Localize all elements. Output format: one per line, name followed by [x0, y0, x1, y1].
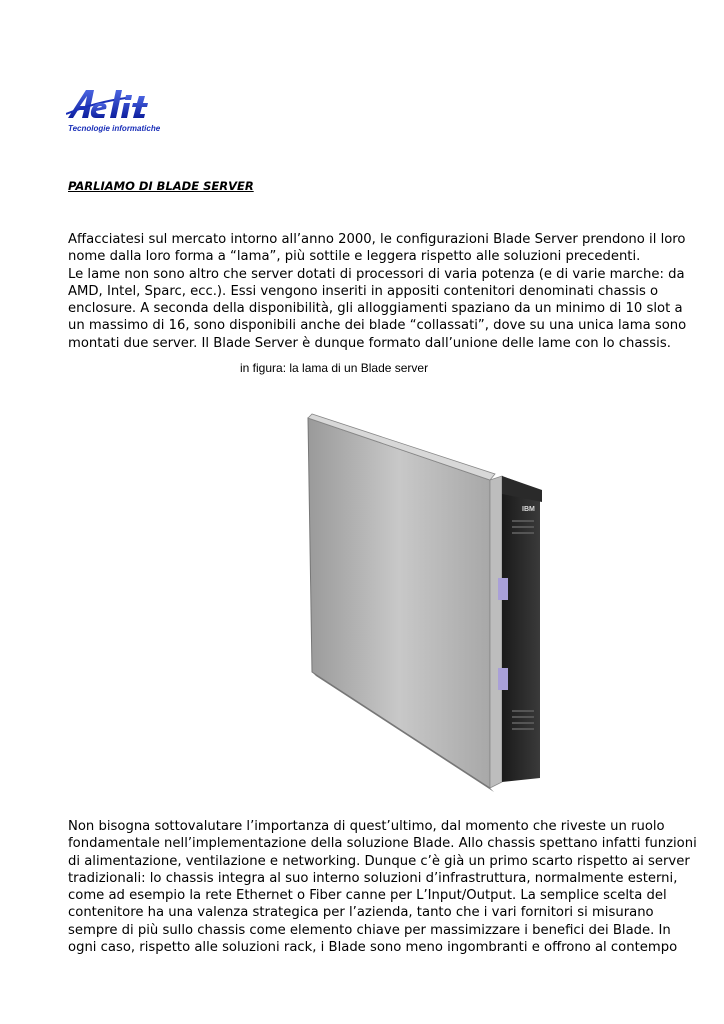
figure-caption: in figura: la lama di un Blade server — [240, 361, 429, 375]
text-line: fondamentale nell’implementazione della soluzione Blade. Allo chassis spettano infatti funzioni — [68, 836, 697, 852]
text-line: Affacciatesi sul mercato intorno all’anno 2000, le configurazioni Blade Server prendono il loro — [68, 232, 686, 247]
company-logo — [66, 84, 176, 136]
logo-tagline: Tecnologie informatiche — [68, 124, 161, 133]
aelit-logo-mark — [66, 84, 176, 124]
text-line: come ad esempio la rete Ethernet o Fiber canne per L’Input/Output. La semplice scelta del — [68, 888, 667, 904]
text-line: montati due server. Il Blade Server è dunque formato dall’unione delle lame con lo chassis. — [68, 335, 671, 351]
text-line: AMD, Intel, Sparc, ecc.). Essi vengono inseriti in appositi contenitori denominati chassis o — [68, 283, 659, 299]
intro-paragraph — [68, 231, 687, 352]
blade-server-image — [290, 410, 558, 795]
text-line: tradizionali: lo chassis integra al suo interno soluzioni d’infrastruttura, normalmente esterni, — [68, 870, 678, 886]
page-title: PARLIAMO DI BLADE SERVER — [68, 179, 254, 193]
text-line: contenitore ha una valenza strategica per l’azienda, tanto che i vari fornitori si misurano — [68, 905, 654, 921]
text-line: Non bisogna sottovalutare l’importanza di quest’ultimo, dal momento che riveste un ruolo — [68, 819, 665, 834]
text-line: enclosure. A seconda della disponibilità, gli alloggiamenti spaziano da un minimo di 10 slot a — [68, 301, 683, 317]
text-line: Le lame non sono altro che server dotati di processori di varia potenza (e di varie marche: da — [68, 266, 685, 282]
text-line: nome dalla loro forma a “lama”, più sottile e leggera rispetto alle soluzioni precedenti. — [68, 249, 641, 265]
text-line: ogni caso, rispetto alle soluzioni rack, i Blade sono meno ingombranti e offrono al contempo — [68, 940, 678, 956]
ibm-label: IBM — [522, 506, 535, 513]
text-line: un massimo di 16, sono disponibili anche dei blade “collassati”, dove su una unica lama sono — [68, 318, 687, 334]
text-line: di alimentazione, ventilazione e networking. Dunque c’è già un primo scarto rispetto ai server — [68, 853, 690, 869]
text-line: sempre di più sullo chassis come elemento chiave per massimizzare i benefici dei Blade. In — [68, 922, 671, 938]
body-paragraph — [68, 818, 697, 956]
